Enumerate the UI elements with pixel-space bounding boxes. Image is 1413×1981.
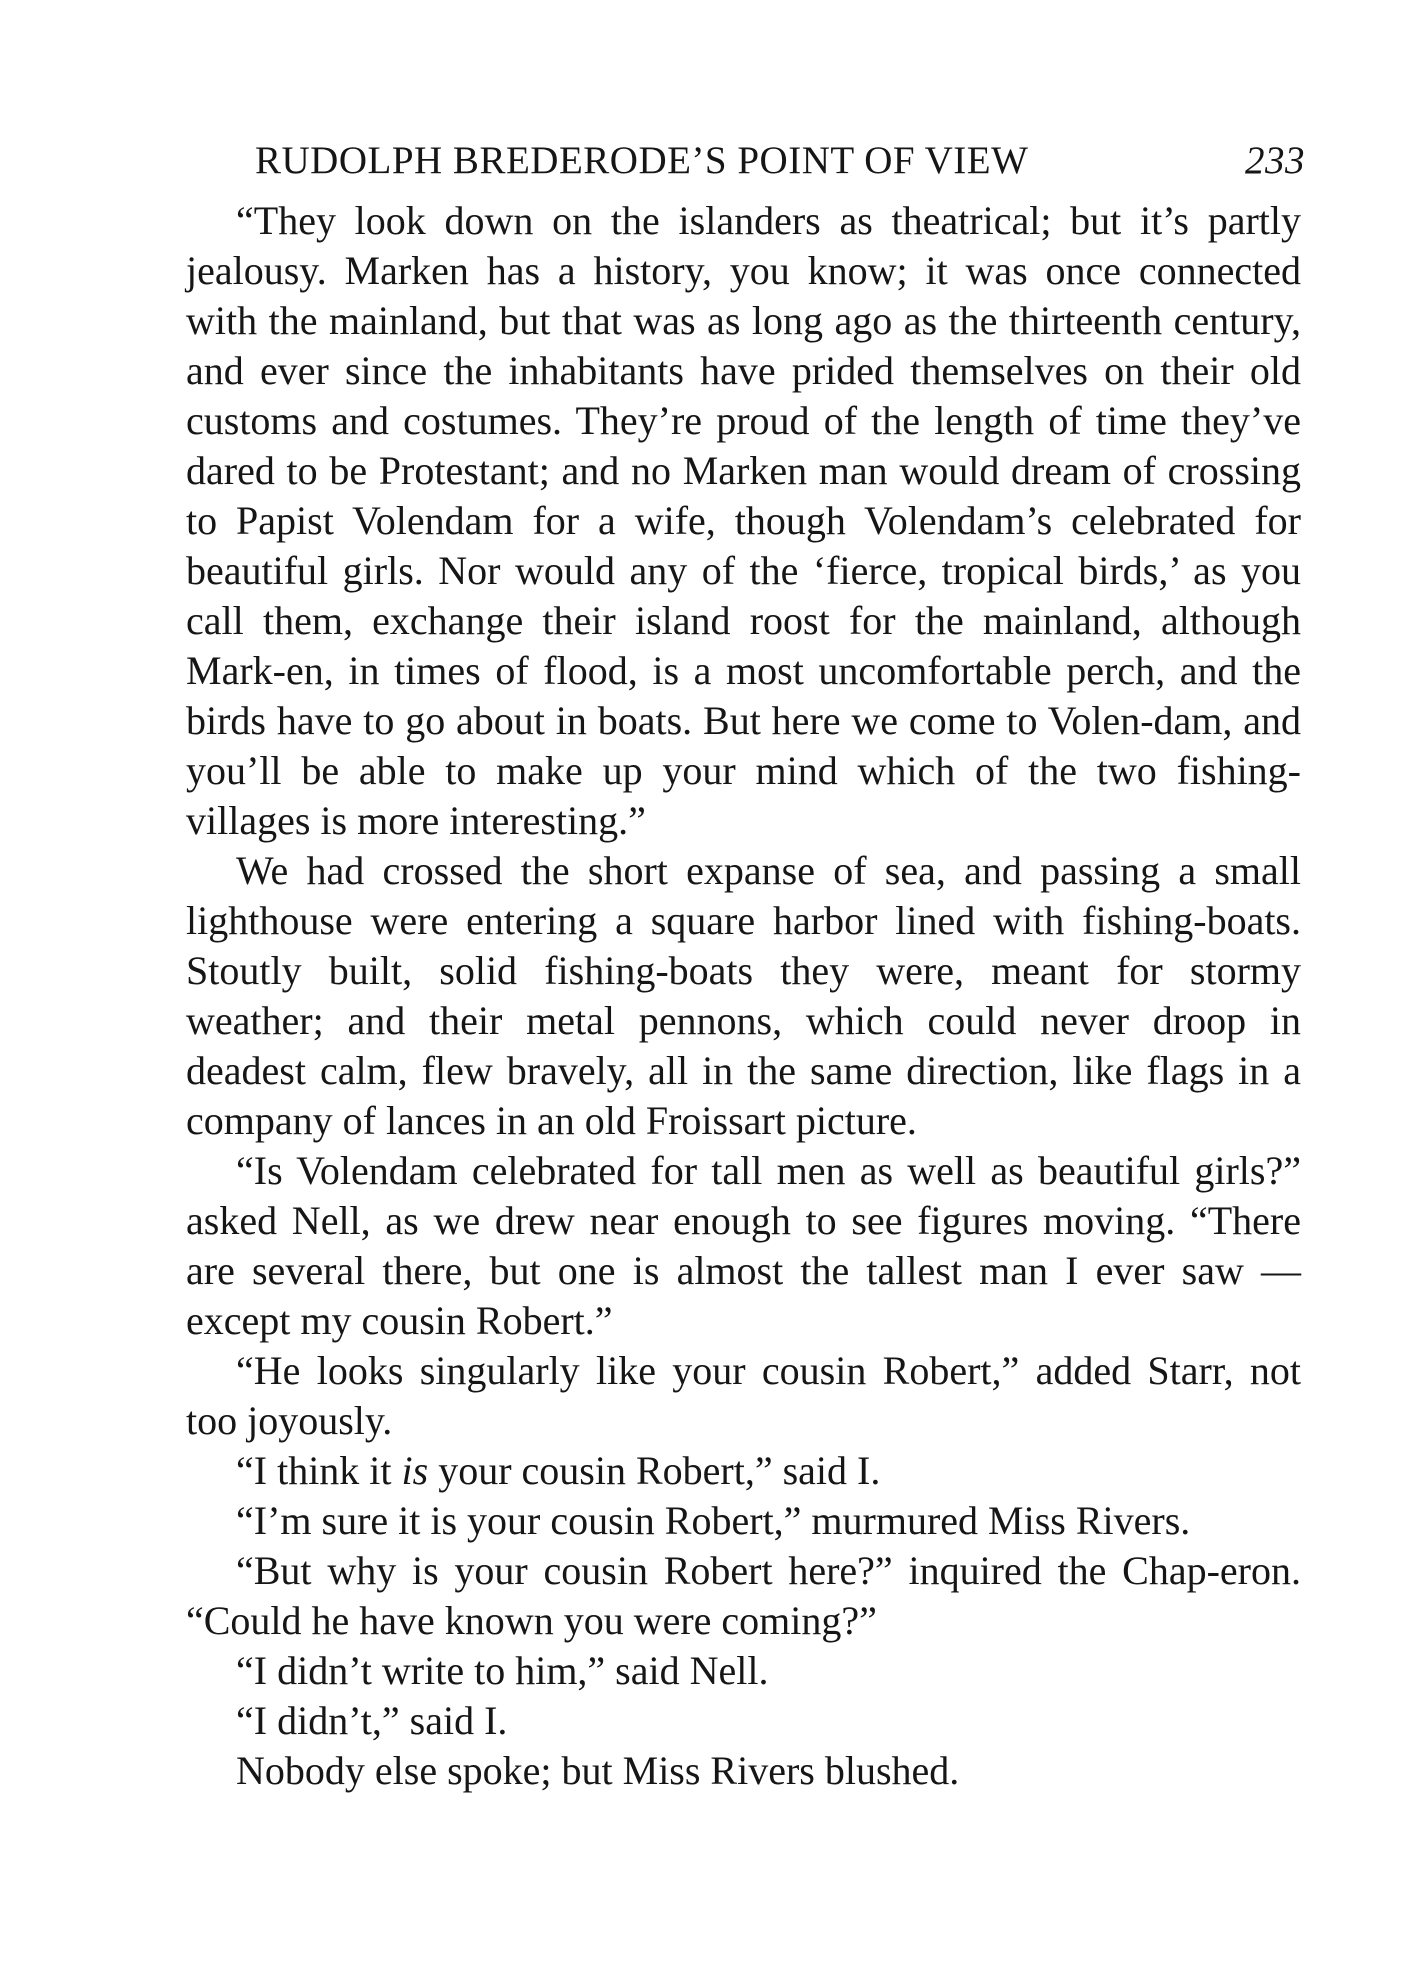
paragraph: “Is Volendam celebrated for tall men as well as beautiful girls?” asked Nell, as we drew near enough to see figures moving. “There are several there, but one is almost the tallest man I ever saw — except my cousin Robert.”	[186, 1148, 1301, 1343]
paragraph-text: “I think it	[236, 1448, 402, 1493]
paragraph	[186, 1446, 1301, 1496]
body-text	[186, 196, 1301, 1796]
paragraph: “They look down on the islanders as theatrical; but it’s partly jealousy. Marken has a history, you know; it was once connected with the mainland, but that was as long ago as the thirteenth century, and ever since the inhabitants have prided themselves on their old customs and costumes. They’re proud of the length of time they’ve dared to be Protestant; and no Marken man would dream of crossing to Papist Volendam for a wife, though Volendam’s celebrated for beautiful girls. Nor would any of the ‘fierce, tropical birds,’ as you call them, exchange their island roost for the mainland, although Mark-en, in times of flood, is a most uncomfortable perch, and the birds have to go about in boats. But here we come to Volen-dam, and you’ll be able to make up your mind which of the two fishing-villages is more interesting.”	[186, 198, 1301, 843]
paragraph: We had crossed the short expanse of sea, and passing a small lighthouse were entering a square harbor lined with fishing-boats. Stoutly built, solid fishing-boats they were, meant for stormy weather; and their metal pennons, which could never droop in deadest calm, flew bravely, all in the same direction, like flags in a company of lances in an old Froissart picture.	[186, 848, 1301, 1143]
emphasized-word: is	[401, 1448, 429, 1493]
chapter-title: RUDOLPH BREDERODE’S POINT OF VIEW	[255, 139, 1029, 182]
paragraph: “I’m sure it is your cousin Robert,” murmured Miss Rivers.	[236, 1498, 1191, 1543]
running-head	[255, 138, 1305, 198]
paragraph: “I didn’t write to him,” said Nell.	[236, 1648, 769, 1693]
paragraph: “He looks singularly like your cousin Robert,” added Starr, not too joyously.	[186, 1348, 1301, 1443]
paragraph: “I didn’t,” said I.	[236, 1698, 508, 1743]
paragraph: Nobody else spoke; but Miss Rivers blushed.	[236, 1748, 960, 1793]
paragraph: “But why is your cousin Robert here?” inquired the Chap-eron. “Could he have known you were coming?”	[186, 1548, 1301, 1643]
paragraph-text: your cousin Robert,” said I.	[428, 1448, 881, 1493]
page-number: 233	[1245, 139, 1305, 182]
